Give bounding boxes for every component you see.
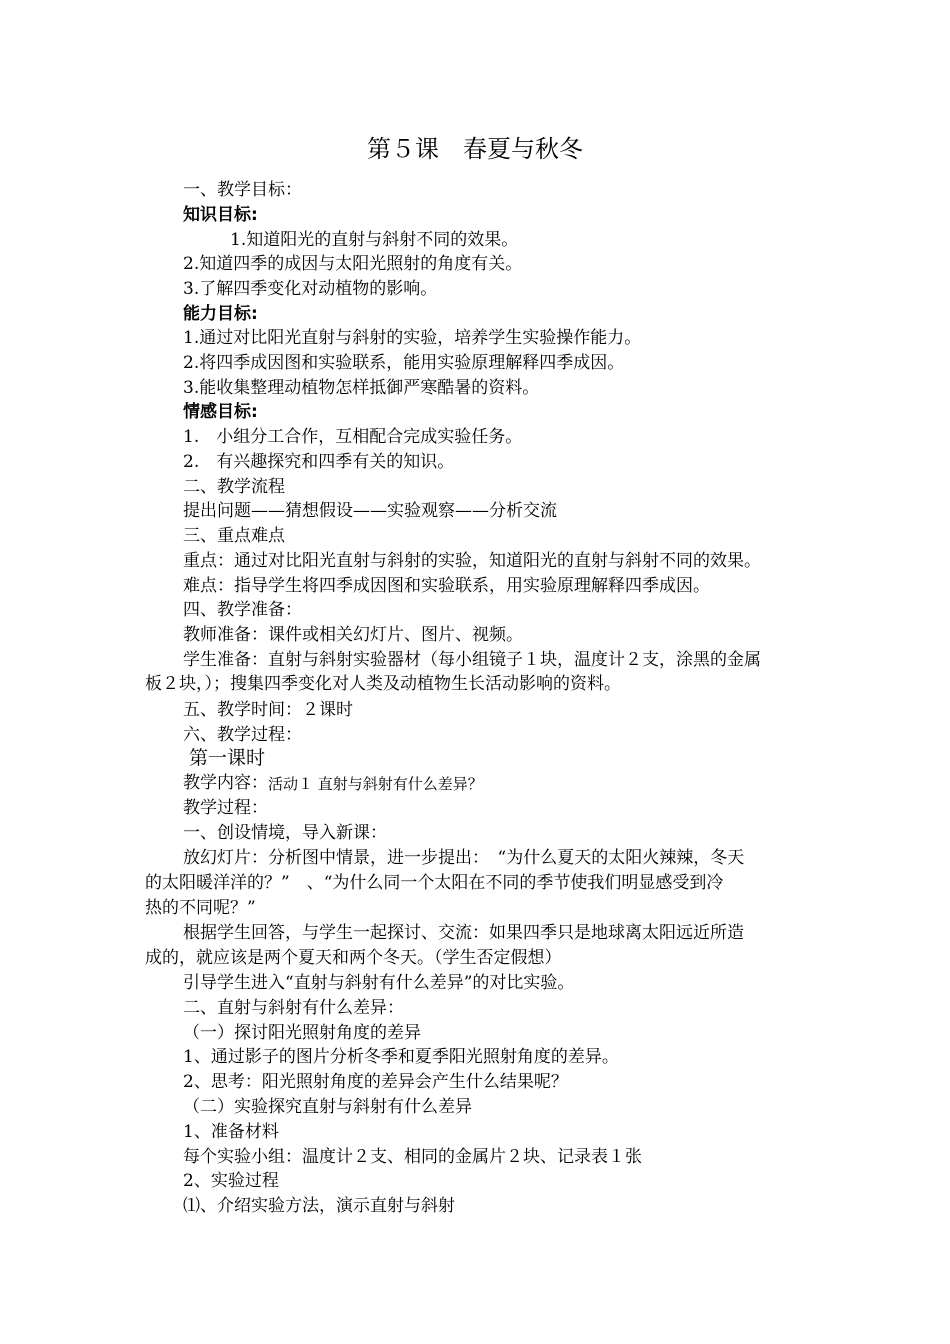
lesson-title: 第５课 春夏与秋冬 — [367, 135, 583, 163]
text-line: 2.将四季成因图和实验联系，能用实验原理解释四季成因。 — [183, 353, 625, 373]
section-heading: 一、教学目标： — [183, 180, 302, 200]
text-line: 热的不同呢？” — [145, 898, 256, 918]
text-line: ⑴、介绍实验方法，演示直射与斜射 — [183, 1196, 455, 1216]
subsection-heading: （二）实验探究直射与斜射有什么差异 — [183, 1097, 472, 1117]
section-heading: 四、教学准备： — [183, 600, 302, 620]
section-heading: 二、直射与斜射有什么差异： — [183, 998, 404, 1018]
text-line: 板２块，）；搜集四季变化对人类及动植物生长活动影响的资料。 — [145, 674, 621, 694]
text-line: 学生准备：直射与斜射实验器材（每小组镜子１块，温度计２支，涂黑的金属 — [183, 650, 761, 670]
section-heading: 二、教学流程 — [183, 477, 285, 497]
subheading: 知识目标: — [183, 205, 258, 225]
activity-title: 活动１ 直射与斜射有什么差异？ — [268, 775, 483, 793]
subheading: 情感目标: — [183, 402, 258, 422]
text-line: 引导学生进入“直射与斜射有什么差异”的对比实验。 — [183, 973, 575, 993]
section-heading: 六、教学过程： — [183, 725, 302, 745]
text-line: 3.能收集整理动植物怎样抵御严寒酷暑的资料。 — [183, 378, 540, 398]
text-line: 2.知道四季的成因与太阳光照射的角度有关。 — [183, 254, 523, 274]
text-line: 教师准备：课件或相关幻灯片、图片、视频。 — [183, 625, 523, 645]
text-line: 成的，就应该是两个夏天和两个冬天。（学生否定假想） — [145, 948, 562, 968]
text-line: 的太阳暖洋洋的？” 、“为什么同一个太阳在不同的季节使我们明显感受到冷 — [145, 873, 724, 893]
text-line: 提出问题——猜想假设——实验观察——分析交流 — [183, 501, 557, 521]
subsection-heading: （一）探讨阳光照射角度的差异 — [183, 1023, 421, 1043]
text-line: 1.通过对比阳光直射与斜射的实验，培养学生实验操作能力。 — [183, 328, 642, 348]
text-line: 难点：指导学生将四季成因图和实验联系，用实验原理解释四季成因。 — [183, 576, 710, 596]
text-line: 2. 有兴趣探究和四季有关的知识。 — [183, 452, 455, 472]
section-heading: 三、重点难点 — [183, 526, 285, 546]
text-line: 重点：通过对比阳光直射与斜射的实验，知道阳光的直射与斜射不同的效果。 — [183, 551, 761, 571]
text-line: 1、通过影子的图片分析冬季和夏季阳光照射角度的差异。 — [183, 1047, 619, 1067]
text-line: 1、准备材料 — [183, 1122, 279, 1142]
text-line: 3.了解四季变化对动植物的影响。 — [183, 279, 438, 299]
text-line: 每个实验小组：温度计２支、相同的金属片２块、记录表１张 — [183, 1147, 642, 1167]
text-line: 教学过程： — [183, 798, 268, 818]
lesson-period-heading: 第一课时 — [189, 747, 266, 769]
text-line: 根据学生回答，与学生一起探讨、交流：如果四季只是地球离太阳远近所造 — [183, 923, 744, 943]
section-heading: 一、创设情境，导入新课： — [183, 823, 387, 843]
text-line: 放幻灯片：分析图中情景，进一步提出： “为什么夏天的太阳火辣辣，冬天 — [183, 848, 745, 868]
text-label: 教学内容： — [183, 773, 268, 793]
text-line: 2、思考：阳光照射角度的差异会产生什么结果呢？ — [183, 1072, 568, 1092]
section-heading: 五、教学时间：２课时 — [183, 700, 353, 720]
text-line: 1. 小组分工合作，互相配合完成实验任务。 — [183, 427, 523, 447]
text-line: 1.知道阳光的直射与斜射不同的效果。 — [230, 230, 519, 250]
subheading: 能力目标: — [183, 304, 258, 324]
text-line: 2、实验过程 — [183, 1171, 279, 1191]
